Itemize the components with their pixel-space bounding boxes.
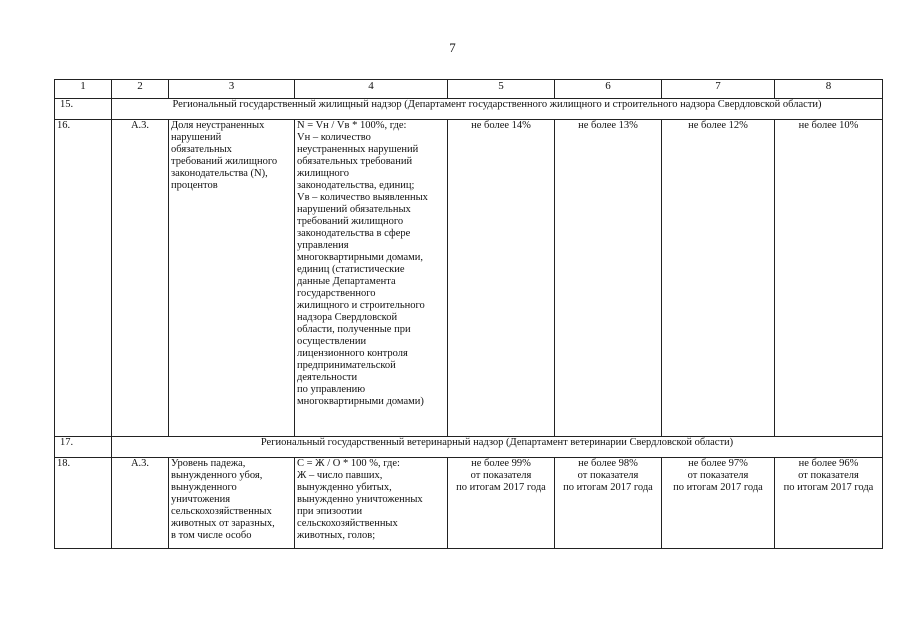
target-value-col6: не более 98% от показателя по итогам 2017 года	[555, 458, 662, 549]
indicator-formula: N = Vн / Vв * 100%, где: Vн – количество неустраненных нарушений обязательных требований жилищного законодательства, единиц; Vв – количество выявленных нарушений обязательных требований жилищного законодательства в сфере управления многоквартирными домами, единиц (статистические данные Департамента государственного жилищного и строительного надзора Свердловской области, полученные при осуществлении лицензионного контроля предпринимательской деятельности по управлению многоквартирными домами)	[295, 120, 448, 437]
target-value-col8: не более 10%	[775, 120, 883, 437]
column-header-3: 3	[169, 80, 295, 99]
indicator-code: А.3.	[112, 120, 169, 437]
column-header-2: 2	[112, 80, 169, 99]
table-row-18	[55, 458, 883, 549]
column-header-5: 5	[448, 80, 555, 99]
target-value-col5: не более 99% от показателя по итогам 2017 года	[448, 458, 555, 549]
page-number: 7	[449, 40, 456, 55]
target-value-col5: не более 14%	[448, 120, 555, 437]
column-header-4: 4	[295, 80, 448, 99]
target-value-col8: не более 96% от показателя по итогам 2017 года	[775, 458, 883, 549]
target-value-col6: не более 13%	[555, 120, 662, 437]
row-number: 17.	[55, 437, 112, 458]
column-header-1: 1	[55, 80, 112, 99]
column-header-7: 7	[662, 80, 775, 99]
section-row-17	[55, 437, 883, 458]
indicator-formula: С = Ж / О * 100 %, где: Ж – число павших, вынужденно убитых, вынужденно уничтоженных при эпизоотии сельскохозяйственных животных, голов;	[295, 458, 448, 549]
indicator-name: Уровень падежа, вынужденного убоя, вынужденного уничтожения сельскохозяйственных животных от заразных, в том числе особо	[169, 458, 295, 549]
indicator-name: Доля неустраненных нарушений обязательных требований жилищного законодательства (N), процентов	[169, 120, 295, 437]
column-number-row	[55, 80, 883, 99]
row-number: 15.	[55, 99, 112, 120]
section-title: Региональный государственный жилищный надзор (Департамент государственного жилищного и строительного надзора Свердловской области)	[112, 99, 883, 120]
indicator-code: А.3.	[112, 458, 169, 549]
section-title: Региональный государственный ветеринарный надзор (Департамент ветеринарии Свердловской области)	[112, 437, 883, 458]
table-row-16	[55, 120, 883, 437]
section-row-15	[55, 99, 883, 120]
target-value-col7: не более 97% от показателя по итогам 2017 года	[662, 458, 775, 549]
row-number: 18.	[55, 458, 112, 549]
column-header-6: 6	[555, 80, 662, 99]
indicators-table	[54, 79, 883, 549]
column-header-8: 8	[775, 80, 883, 99]
row-number: 16.	[55, 120, 112, 437]
target-value-col7: не более 12%	[662, 120, 775, 437]
